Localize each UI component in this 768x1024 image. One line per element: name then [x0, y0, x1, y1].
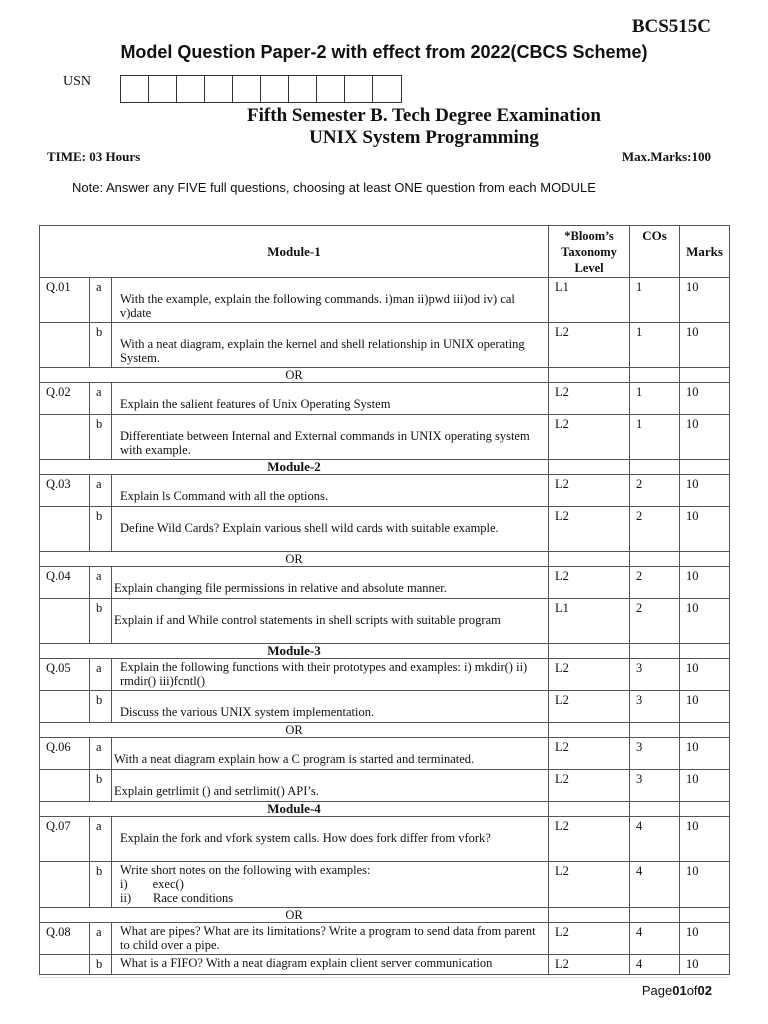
empty-cell: [630, 368, 680, 383]
question-part: b: [90, 691, 112, 723]
question-text-body: Discuss the various UNIX system implementation.: [120, 705, 375, 719]
empty-cell: [630, 644, 680, 659]
question-rows: [40, 278, 730, 975]
instructions-note: Note: Answer any FIVE full questions, choosing at least ONE question from each MODULE: [72, 180, 596, 195]
empty-cell: [630, 552, 680, 567]
empty-cell: [549, 802, 630, 817]
or-divider-row: [40, 908, 730, 923]
question-text: [112, 738, 549, 770]
question-text-body: Explain the salient features of Unix Operating System: [120, 397, 391, 411]
blooms-level: L2: [549, 955, 630, 975]
question-part: a: [90, 383, 112, 415]
question-number: [40, 691, 90, 723]
blooms-level: L2: [549, 923, 630, 955]
question-part: a: [90, 659, 112, 691]
question-marks: 10: [680, 599, 730, 644]
question-text-body: Explain the following functions with their prototypes and examples: i) mkdir() ii) rmdir() iii)fcntl(): [120, 660, 528, 688]
question-number: [40, 862, 90, 908]
or-label: OR: [40, 723, 549, 738]
question-part: a: [90, 475, 112, 507]
empty-cell: [549, 552, 630, 567]
blooms-level: L2: [549, 817, 630, 862]
question-text: [112, 507, 549, 552]
exam-heading: [0, 105, 768, 149]
usn-cell: [261, 76, 289, 102]
course-outcome: 1: [630, 323, 680, 368]
paper-title: Model Question Paper-2 with effect from 2022(CBCS Scheme): [120, 42, 648, 62]
module-heading: Module-4: [40, 802, 549, 817]
course-outcome: 1: [630, 383, 680, 415]
question-text-body: Explain getrlimit () and setrlimit() API’s.: [114, 784, 319, 798]
question-text: [112, 770, 549, 802]
course-outcome: 2: [630, 507, 680, 552]
question-table: [39, 225, 730, 975]
usn-cell: [121, 76, 149, 102]
question-text: [112, 659, 549, 691]
question-text-body: Explain the fork and vfork system calls. How does fork differ from vfork?: [120, 831, 491, 845]
course-outcome: 3: [630, 738, 680, 770]
question-text-body: Differentiate between Internal and External commands in UNIX operating system with example.: [120, 429, 530, 457]
question-row: [40, 475, 730, 507]
question-part: a: [90, 738, 112, 770]
question-text: [112, 567, 549, 599]
question-text-body: Explain if and While control statements in shell scripts with suitable program: [114, 613, 501, 627]
blooms-level: L2: [549, 415, 630, 460]
course-outcome: 2: [630, 475, 680, 507]
empty-cell: [680, 644, 730, 659]
question-number: Q.07: [40, 817, 90, 862]
question-marks: 10: [680, 862, 730, 908]
empty-cell: [680, 802, 730, 817]
question-row: [40, 738, 730, 770]
module-divider-row: [40, 802, 730, 817]
course-outcome: 3: [630, 770, 680, 802]
footer-rule: [39, 977, 729, 978]
question-text-body: Explain ls Command with all the options.: [120, 489, 328, 503]
course-outcome: 3: [630, 691, 680, 723]
blooms-level: L2: [549, 567, 630, 599]
question-text: [112, 278, 549, 323]
question-part: b: [90, 507, 112, 552]
question-text: [112, 817, 549, 862]
empty-cell: [680, 723, 730, 738]
blooms-level: L2: [549, 691, 630, 723]
usn-input-boxes: [120, 75, 402, 103]
question-marks: 10: [680, 475, 730, 507]
question-text-body: Write short notes on the following with examples:: [120, 863, 371, 877]
question-marks: 10: [680, 955, 730, 975]
question-part: b: [90, 323, 112, 368]
or-label: OR: [40, 552, 549, 567]
blooms-level: L1: [549, 278, 630, 323]
question-number: Q.01: [40, 278, 90, 323]
question-row: [40, 817, 730, 862]
question-part: b: [90, 862, 112, 908]
question-marks: 10: [680, 659, 730, 691]
question-row: [40, 567, 730, 599]
usn-cell: [205, 76, 233, 102]
question-text: [112, 475, 549, 507]
empty-cell: [549, 723, 630, 738]
empty-cell: [630, 460, 680, 475]
question-number: Q.05: [40, 659, 90, 691]
question-text-body: With a neat diagram explain how a C program is started and terminated.: [114, 752, 475, 766]
course-outcome: 4: [630, 955, 680, 975]
question-text: [112, 955, 549, 975]
blooms-level: L2: [549, 738, 630, 770]
question-marks: 10: [680, 738, 730, 770]
module-divider-row: [40, 460, 730, 475]
question-row: [40, 862, 730, 908]
question-number: Q.03: [40, 475, 90, 507]
module-heading: Module-2: [40, 460, 549, 475]
empty-cell: [680, 552, 730, 567]
question-number: Q.02: [40, 383, 90, 415]
question-marks: 10: [680, 415, 730, 460]
usn-label: USN: [63, 74, 92, 89]
question-row: [40, 659, 730, 691]
question-part: b: [90, 770, 112, 802]
module-divider-row: [40, 644, 730, 659]
exam-subject: UNIX System Programming: [309, 127, 539, 148]
course-outcome: 2: [630, 567, 680, 599]
empty-cell: [680, 908, 730, 923]
question-text: [112, 323, 549, 368]
question-row: [40, 599, 730, 644]
question-part: b: [90, 955, 112, 975]
module-heading: Module-3: [40, 644, 549, 659]
module-1-heading: Module-1: [40, 226, 549, 278]
question-row: [40, 383, 730, 415]
question-number: Q.04: [40, 567, 90, 599]
question-marks: 10: [680, 691, 730, 723]
question-part: a: [90, 817, 112, 862]
question-text-body: Define Wild Cards? Explain various shell wild cards with suitable example.: [120, 521, 499, 535]
question-number: [40, 599, 90, 644]
question-text-body: With the example, explain the following commands. i)man ii)pwd iii)od iv) cal v)date: [120, 292, 515, 320]
question-part: a: [90, 923, 112, 955]
usn-cell: [233, 76, 261, 102]
question-text: [112, 415, 549, 460]
page-prefix: Page: [641, 983, 673, 998]
empty-cell: [549, 460, 630, 475]
course-outcome: 1: [630, 415, 680, 460]
question-part: a: [90, 567, 112, 599]
usn-cell: [373, 76, 401, 102]
blooms-level: L2: [549, 862, 630, 908]
empty-cell: [630, 802, 680, 817]
course-outcome: 4: [630, 817, 680, 862]
question-number: [40, 770, 90, 802]
page-total: 02: [697, 983, 712, 998]
course-outcome: 3: [630, 659, 680, 691]
usn-cell: [317, 76, 345, 102]
question-text-body: With a neat diagram, explain the kernel and shell relationship in UNIX operating System.: [120, 337, 525, 365]
max-marks: Max.Marks:100: [621, 149, 711, 164]
question-row: [40, 923, 730, 955]
marks-heading: Marks: [680, 226, 730, 278]
course-outcome: 1: [630, 278, 680, 323]
question-row: [40, 770, 730, 802]
question-subitem: ii) Race conditions: [120, 891, 234, 905]
or-divider-row: [40, 368, 730, 383]
question-row: [40, 691, 730, 723]
usn-cell: [289, 76, 317, 102]
question-marks: 10: [680, 567, 730, 599]
question-part: b: [90, 415, 112, 460]
question-text-body: Explain changing file permissions in relative and absolute manner.: [114, 581, 447, 595]
or-label: OR: [40, 368, 549, 383]
course-outcome: 4: [630, 923, 680, 955]
question-part: a: [90, 278, 112, 323]
question-text: [112, 923, 549, 955]
blooms-level: L2: [549, 323, 630, 368]
blooms-level: L2: [549, 770, 630, 802]
question-marks: 10: [680, 507, 730, 552]
question-row: [40, 507, 730, 552]
usn-cell: [177, 76, 205, 102]
or-divider-row: [40, 723, 730, 738]
question-number: Q.08: [40, 923, 90, 955]
question-row: [40, 278, 730, 323]
question-text: [112, 383, 549, 415]
question-row: [40, 955, 730, 975]
empty-cell: [630, 908, 680, 923]
question-part: b: [90, 599, 112, 644]
or-label: OR: [40, 908, 549, 923]
empty-cell: [680, 368, 730, 383]
page-of: of: [686, 983, 698, 998]
course-code: BCS515C: [631, 16, 711, 37]
usn-cell: [345, 76, 373, 102]
question-marks: 10: [680, 817, 730, 862]
question-subitem: i) exec(): [120, 877, 184, 891]
question-number: [40, 955, 90, 975]
blooms-level: L2: [549, 383, 630, 415]
question-number: Q.06: [40, 738, 90, 770]
blooms-level: L2: [549, 507, 630, 552]
blooms-level: L1: [549, 599, 630, 644]
page-number: [642, 983, 712, 998]
empty-cell: [680, 460, 730, 475]
cos-heading: COs: [630, 226, 680, 278]
course-outcome: 2: [630, 599, 680, 644]
question-text-body: What is a FIFO? With a neat diagram explain client server communication: [120, 956, 493, 970]
course-outcome: 4: [630, 862, 680, 908]
page-current: 01: [672, 983, 687, 998]
empty-cell: [549, 908, 630, 923]
blooms-level-heading: *Bloom’s Taxonomy Level: [549, 226, 630, 278]
question-number: [40, 415, 90, 460]
question-text: [112, 862, 549, 908]
question-text: [112, 691, 549, 723]
empty-cell: [549, 368, 630, 383]
blooms-level: L2: [549, 475, 630, 507]
question-marks: 10: [680, 923, 730, 955]
question-marks: 10: [680, 278, 730, 323]
empty-cell: [549, 644, 630, 659]
empty-cell: [630, 723, 680, 738]
question-row: [40, 323, 730, 368]
question-number: [40, 507, 90, 552]
time-allowed: TIME: 03 Hours: [47, 149, 141, 164]
usn-cell: [149, 76, 177, 102]
question-marks: 10: [680, 770, 730, 802]
question-text: [112, 599, 549, 644]
question-text-body: What are pipes? What are its limitations? Write a program to send data from parent to child over a pipe.: [120, 924, 536, 952]
question-marks: 10: [680, 383, 730, 415]
blooms-level: L2: [549, 659, 630, 691]
question-marks: 10: [680, 323, 730, 368]
question-row: [40, 415, 730, 460]
or-divider-row: [40, 552, 730, 567]
question-number: [40, 323, 90, 368]
exam-semester: Fifth Semester B. Tech Degree Examination: [247, 105, 601, 126]
